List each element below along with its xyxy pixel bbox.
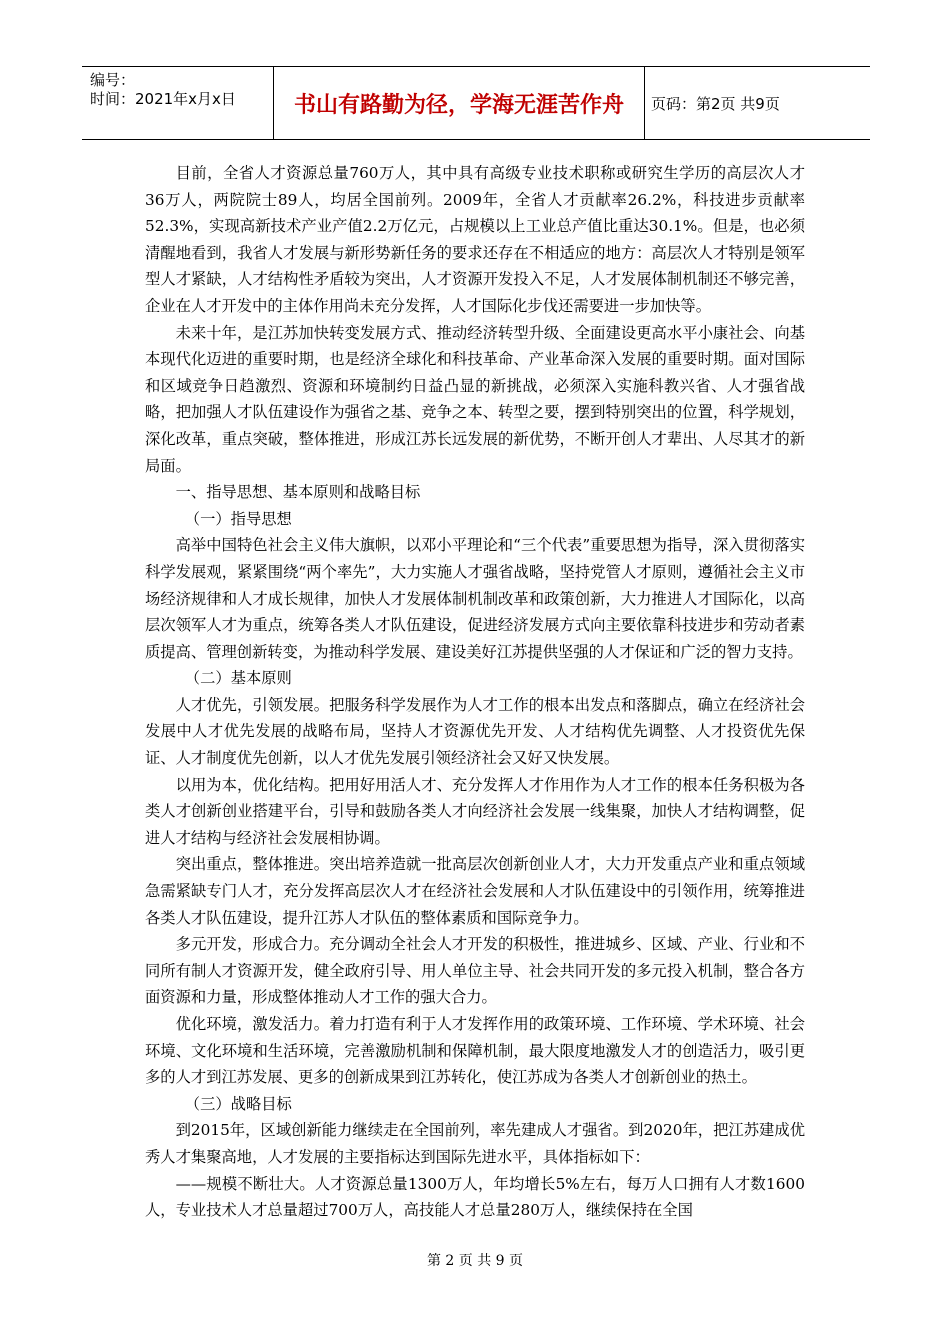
header-page-info: 页码：第2页 共9页 [651, 94, 780, 113]
section-heading: 一、指导思想、基本原则和战略目标 [175, 483, 421, 502]
page-header [82, 66, 870, 140]
page-footer [0, 1250, 950, 1270]
time-label: 时间：2021年x月x日 [90, 90, 236, 108]
body-paragraph: 以用为本，优化结构。把用好用活人才、充分发挥人才作用作为人才工作的根本任务积极为各类人才创新创业搭建平台，引导和鼓励各类人才向经济社会发展一线集聚，加快人才结构调整，促进人才结构与经济社会发展相协调。 [145, 775, 805, 847]
number-label: 编号： [90, 71, 136, 89]
body-paragraph: 人才优先，引领发展。把服务科学发展作为人才工作的根本出发点和落脚点，确立在经济社会发展中人才优先发展的战略布局，坚持人才资源优先开发、人才结构优先调整、人才投资优先保证、人才制度优先创新，以人才优先发展引领经济社会又好又快发展。 [145, 695, 805, 768]
body-paragraph: ——规模不断壮大。人才资源总量1300万人，年均增长5%左右，每万人口拥有人才数1600人，专业技术人才总量超过700万人，高技能人才总量280万人，继续保持在全国 [145, 1174, 805, 1220]
header-meta [82, 67, 274, 139]
header-motto: 书山有路勤为径，学海无涯苦作舟 [274, 67, 645, 139]
body-paragraph: 优化环境，激发活力。着力打造有利于人才发挥作用的政策环境、工作环境、学术环境、社会环境、文化环境和生活环境，完善激励机制和保障机制，最大限度地激发人才的创造活力，吸引更多的人才到江苏发展、更多的创新成果到江苏转化，使江苏成为各类人才创新创业的热土。 [145, 1015, 805, 1087]
subsection-heading: （三）战略目标 [184, 1094, 292, 1113]
subsection-heading: （一）指导思想 [184, 509, 292, 528]
footer-page-number: 第 2 页 共 9 页 [426, 1253, 524, 1269]
body-paragraph: 突出重点，整体推进。突出培养造就一批高层次创新创业人才，大力开发重点产业和重点领域急需紧缺专门人才，充分发挥高层次人才在经济社会发展和人才队伍建设中的引领作用，统筹推进各类人才队伍建设，提升江苏人才队伍的整体素质和国际竞争力。 [145, 855, 805, 927]
body-paragraph: 未来十年，是江苏加快转变发展方式、推动经济转型升级、全面建设更高水平小康社会、向基本现代化迈进的重要时期，也是经济全球化和科技革命、产业革命深入发展的重要时期。面对国际和区域竞争日趋激烈、资源和环境制约日益凸显的新挑战，必须深入实施科教兴省、人才强省战略，把加强人才队伍建设作为强省之基、竞争之本、转型之要，摆到特别突出的位置，科学规划，深化改革，重点突破，整体推进，形成江苏长远发展的新优势，不断开创人才辈出、人尽其才的新局面。 [145, 323, 805, 475]
subsection-heading: （二）基本原则 [184, 669, 292, 688]
body-paragraph: 到2015年，区域创新能力继续走在全国前列，率先建成人才强省。到2020年，把江苏建成优秀人才集聚高地，人才发展的主要指标达到国际先进水平，具体指标如下： [145, 1121, 805, 1166]
body-paragraph: 目前，全省人才资源总量760万人，其中具有高级专业技术职称或研究生学历的高层次人才36万人，两院院士89人，均居全国前列。2009年，全省人才贡献率26.2%，科技进步贡献率52.3%，实现高新技术产业产值2.2万亿元，占规模以上工业总产值比重达30.1%。但是，也必须清醒地看到，我省人才发展与新形势新任务的要求还存在不相适应的地方：高层次人才特别是领军型人才紧缺，人才结构性矛盾较为突出，人才资源开发投入不足，人才发展体制机制还不够完善，企业在人才开发中的主体作用尚未充分发挥，人才国际化步伐还需要进一步加快等。 [145, 164, 805, 315]
body-paragraph: 高举中国特色社会主义伟大旗帜，以邓小平理论和“三个代表”重要思想为指导，深入贯彻落实科学发展观，紧紧围绕“两个率先”，大力实施人才强省战略，坚持党管人才原则，遵循社会主义市场经济规律和人才成长规律，加快人才发展体制机制改革和政策创新，大力推进人才国际化，以高层次领军人才为重点，统筹各类人才队伍建设，促进经济发展方式向主要依靠科技进步和劳动者素质提高、管理创新转变，为推动科学发展、建设美好江苏提供坚强的人才保证和广泛的智力支持。 [145, 536, 805, 661]
body-paragraph: 多元开发，形成合力。充分调动全社会人才开发的积极性，推进城乡、区域、产业、行业和不同所有制人才资源开发，健全政府引导、用人单位主导、社会共同开发的多元投入机制，整合各方面资源和力量，形成整体推动人才工作的强大合力。 [145, 935, 805, 1007]
document-body [145, 160, 805, 1224]
